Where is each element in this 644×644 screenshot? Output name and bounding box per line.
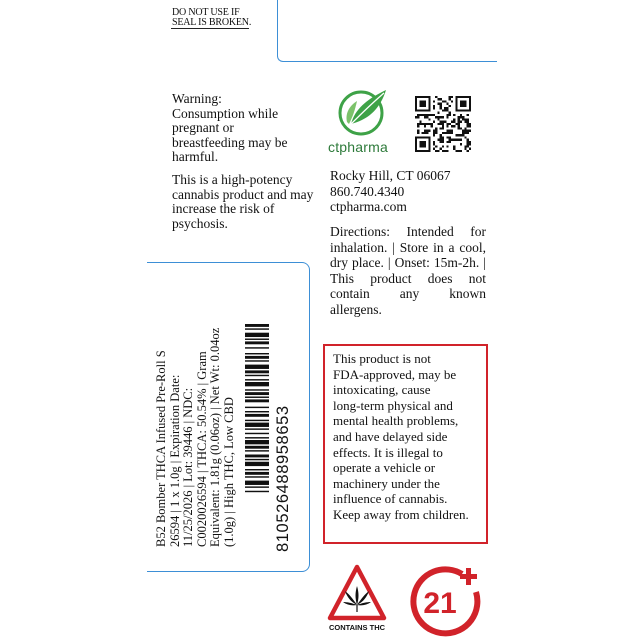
product-line: Equivalent: 1.81g (0.06oz) | Net Wt: 0.04oz (208, 327, 222, 547)
qr-module (415, 116, 417, 118)
warning-line: pregnant or (172, 120, 234, 135)
qr-module (422, 123, 424, 125)
qr-module (455, 139, 457, 141)
qr-module (449, 114, 451, 116)
barcode-bar (245, 347, 269, 348)
qr-module (460, 143, 462, 145)
fda-line: intoxicating, cause (333, 382, 431, 398)
qr-module (433, 100, 435, 102)
barcode-bar (245, 440, 269, 444)
qr-module (451, 100, 453, 102)
qr-module (449, 98, 451, 100)
qr-module (440, 134, 442, 136)
qr-module (446, 109, 448, 111)
qr-module (442, 109, 444, 111)
barcode-bar (245, 399, 269, 402)
qr-module (449, 136, 451, 138)
qr-module (442, 132, 444, 134)
qr-module (433, 107, 435, 109)
qr-module (449, 112, 451, 114)
brand-name: ctpharma (328, 139, 388, 155)
qr-module (442, 116, 444, 118)
warning-line: harmful. (172, 149, 219, 164)
qr-module (435, 130, 437, 132)
qr-module (451, 96, 453, 98)
qr-module (431, 114, 433, 116)
qr-module (449, 105, 451, 107)
product-line: 26594 | 1 x 1.0g | Expiration Date: (167, 374, 182, 547)
barcode-bar (245, 437, 269, 438)
qr-module (464, 127, 466, 129)
qr-module (440, 136, 442, 138)
qr-code-icon (415, 96, 471, 152)
qr-module (444, 132, 446, 134)
qr-module (467, 114, 469, 116)
qr-module (442, 145, 444, 147)
qr-module (426, 116, 428, 118)
qr-module (453, 114, 455, 116)
barcode-bar (245, 455, 269, 458)
qr-module (462, 134, 464, 136)
seal-warning (172, 8, 262, 28)
barcode-bar (245, 459, 269, 460)
qr-module (446, 107, 448, 109)
website: ctpharma.com (330, 199, 407, 214)
product-line: 11/25/2026 | Lot: 39446 | NDC: (181, 387, 195, 547)
qr-module (444, 150, 446, 152)
qr-module (437, 150, 439, 152)
qr-module (462, 116, 464, 118)
qr-module (417, 114, 419, 116)
barcode-bar (245, 476, 269, 477)
qr-module (453, 118, 455, 120)
barcode-bar (245, 491, 269, 492)
qr-module (440, 103, 442, 105)
qr-module (464, 148, 466, 150)
qr-module (433, 132, 435, 134)
qr-module (469, 130, 471, 132)
qr-module (458, 139, 460, 141)
barcode-bar (245, 353, 269, 354)
qr-module (446, 130, 448, 132)
qr-module (458, 134, 460, 136)
qr-module (442, 121, 444, 123)
barcode-bar (245, 407, 269, 408)
qr-module (469, 141, 471, 143)
qr-module (462, 118, 464, 120)
qr-module (440, 107, 442, 109)
qr-module (467, 125, 469, 127)
qr-module (449, 130, 451, 132)
qr-module (462, 132, 464, 134)
fda-line: long-term physical and (333, 397, 453, 413)
qr-module (435, 116, 437, 118)
qr-module (426, 132, 428, 134)
qr-module (467, 130, 469, 132)
qr-module (424, 123, 426, 125)
qr-module (437, 98, 439, 100)
qr-module (458, 127, 460, 129)
qr-module (449, 123, 451, 125)
qr-module (446, 141, 448, 143)
qr-module (435, 132, 437, 134)
qr-module (449, 139, 451, 141)
qr-module (453, 139, 455, 141)
qr-module (464, 136, 466, 138)
qr-module (467, 150, 469, 152)
qr-module (437, 112, 439, 114)
qr-module (440, 127, 442, 129)
qr-module (437, 103, 439, 105)
barcode-bar (245, 356, 269, 359)
barcode-bar (245, 420, 269, 421)
qr-module (449, 96, 451, 98)
qr-module (442, 139, 444, 141)
qr-module (446, 136, 448, 138)
barcode-number: 810526488958653 (274, 405, 292, 552)
qr-module (437, 118, 439, 120)
barcode-bar (245, 382, 269, 386)
fda-line: machinery under the (333, 475, 440, 491)
qr-module (440, 121, 442, 123)
barcode-bar (245, 324, 269, 327)
qr-module (428, 123, 430, 125)
barcode-bar (245, 341, 269, 344)
qr-module (442, 136, 444, 138)
barcode-bar (245, 375, 269, 376)
qr-module (428, 118, 430, 120)
qr-module (451, 132, 453, 134)
barcode-bar (245, 360, 269, 361)
qr-module (426, 123, 428, 125)
qr-module (462, 130, 464, 132)
barcode-bar (245, 411, 269, 412)
warning-line: breastfeeding may be (172, 134, 288, 150)
qr-module (433, 143, 435, 145)
qr-module (437, 139, 439, 141)
seal-warning-line: DO NOT USE IF (172, 7, 240, 18)
age-21-text: 21 (423, 587, 457, 620)
qr-module (460, 114, 462, 116)
qr-module (433, 148, 435, 150)
qr-module (467, 145, 469, 147)
contact-info (330, 168, 451, 215)
qr-module (417, 116, 419, 118)
barcode-bar (245, 389, 269, 390)
qr-module (424, 130, 426, 132)
qr-module (446, 116, 448, 118)
qr-module (428, 114, 430, 116)
qr-module (424, 114, 426, 116)
qr-module (435, 96, 437, 98)
qr-module (424, 125, 426, 127)
address: Rocky Hill, CT 06067 (330, 168, 451, 183)
phone: 860.740.4340 (330, 183, 405, 199)
qr-module (451, 125, 453, 127)
warning-line: Consumption while (172, 105, 279, 121)
qr-module (435, 145, 437, 147)
qr-module (469, 143, 471, 145)
qr-module (440, 123, 442, 125)
qr-module (460, 116, 462, 118)
age-21-plus-icon (410, 566, 482, 638)
cannabis-warning-triangle-icon (327, 564, 387, 630)
qr-module (442, 100, 444, 102)
qr-module (417, 123, 419, 125)
qr-module (437, 116, 439, 118)
qr-module (460, 139, 462, 141)
qr-module (467, 123, 469, 125)
qr-module (467, 143, 469, 145)
barcode-bar (245, 414, 269, 417)
qr-module (444, 121, 446, 123)
qr-module (419, 114, 421, 116)
qr-module (433, 130, 435, 132)
barcode-bar (245, 446, 269, 449)
qr-module (440, 141, 442, 143)
qr-module (449, 141, 451, 143)
qr-module (451, 130, 453, 132)
qr-module (455, 134, 457, 136)
barcode-bar (245, 469, 269, 470)
qr-module (458, 150, 460, 152)
qr-module (422, 114, 424, 116)
qr-module (424, 116, 426, 118)
qr-module (426, 130, 428, 132)
qr-module (419, 123, 421, 125)
barcode-bar (245, 462, 269, 466)
qr-module (451, 139, 453, 141)
qr-module (467, 132, 469, 134)
qr-module (437, 123, 439, 125)
qr-module (460, 121, 462, 123)
fda-line: FDA-approved, may be (333, 366, 457, 382)
qr-module (417, 130, 419, 132)
qr-module (444, 100, 446, 102)
qr-module (440, 105, 442, 107)
seal-underline (171, 28, 249, 29)
qr-module (435, 150, 437, 152)
barcode-bar (245, 428, 269, 429)
barcode-bar (245, 379, 269, 380)
seal-warning-line: SEAL IS BROKEN. (172, 17, 252, 28)
qr-module (431, 125, 433, 127)
qr-module (464, 145, 466, 147)
barcode-bar (245, 392, 269, 395)
qr-module (458, 121, 460, 123)
qr-module (440, 148, 442, 150)
barcode-bar (245, 486, 269, 487)
qr-module (464, 118, 466, 120)
qr-module (442, 127, 444, 129)
qr-module (458, 118, 460, 120)
fda-line: and have delayed side (333, 428, 448, 444)
qr-module (469, 125, 471, 127)
qr-module (433, 134, 435, 136)
qr-module (428, 130, 430, 132)
barcode-bar (245, 333, 269, 337)
qr-module (422, 132, 424, 134)
barcode-bars (245, 324, 269, 492)
qr-module (444, 107, 446, 109)
qr-module (453, 121, 455, 123)
qr-module (460, 134, 462, 136)
fda-line: influence of cannabis. (333, 491, 448, 507)
qr-module (455, 123, 457, 125)
product-line: (1.0g) | High THC, Low CBD (221, 397, 236, 547)
qr-module (464, 121, 466, 123)
qr-module (453, 145, 455, 147)
qr-module (467, 121, 469, 123)
qr-module (446, 103, 448, 105)
qr-module (424, 132, 426, 134)
potency-warning: This is a high-potency cannabis product and may increase the risk of psychosis. (172, 172, 314, 231)
fda-line: operate a vehicle or (333, 460, 436, 476)
qr-module (458, 116, 460, 118)
qr-module (453, 125, 455, 127)
qr-module (453, 148, 455, 150)
qr-module (433, 114, 435, 116)
barcode-bar (245, 450, 269, 451)
qr-module (442, 141, 444, 143)
qr-module (467, 141, 469, 143)
product-line: C0020026594 | THCA: 50.54% | Gram (194, 351, 209, 547)
warning-line: Warning: (172, 91, 222, 106)
fda-line: This product is not (333, 351, 431, 366)
qr-module (467, 118, 469, 120)
qr-module (451, 121, 453, 123)
qr-module (433, 141, 435, 143)
qr-module (426, 114, 428, 116)
barcode-bar (245, 339, 269, 340)
qr-module (442, 123, 444, 125)
barcode-bar (245, 481, 269, 485)
fda-notice-box (323, 344, 488, 544)
qr-module (458, 123, 460, 125)
leaf-icon (337, 86, 389, 136)
qr-module (460, 127, 462, 129)
top-label-frame (277, 0, 497, 62)
qr-module (464, 132, 466, 134)
barcode-bar (245, 397, 269, 398)
qr-module (446, 145, 448, 147)
qr-module (433, 121, 435, 123)
qr-module (444, 109, 446, 111)
qr-module (460, 150, 462, 152)
qr-module (446, 125, 448, 127)
barcode-bar (245, 423, 269, 427)
barcode (245, 322, 293, 554)
qr-module (446, 114, 448, 116)
qr-module (417, 132, 419, 134)
qr-module (458, 125, 460, 127)
barcode-bar (245, 433, 269, 434)
barcode-bar (245, 472, 269, 475)
qr-module (446, 123, 448, 125)
fda-line: effects. It is illegal to (333, 444, 443, 460)
qr-module (442, 125, 444, 127)
qr-module (469, 148, 471, 150)
qr-module (455, 150, 457, 152)
fda-line: mental health problems, (333, 413, 459, 429)
qr-module (440, 98, 442, 100)
qr-module (446, 132, 448, 134)
qr-module (469, 123, 471, 125)
contains-thc-label: CONTAINS THC (328, 623, 386, 632)
barcode-bar (245, 365, 269, 369)
qr-module (435, 127, 437, 129)
qr-module (467, 139, 469, 141)
qr-module (431, 123, 433, 125)
qr-module (440, 139, 442, 141)
qr-module (464, 130, 466, 132)
directions-text: Directions: Intended for inhalation. | Store in a cool, dry place. | Onset: 15m-2h. | This product does not contain any known allergens. (330, 224, 486, 317)
qr-module (419, 121, 421, 123)
qr-module (442, 150, 444, 152)
product-line: B52 Bomber THCA Infused Pre-Roll S (154, 350, 168, 547)
qr-module (449, 132, 451, 134)
qr-module (440, 116, 442, 118)
pregnancy-warning (172, 92, 322, 165)
fda-line: Keep away from children. (333, 506, 469, 522)
qr-module (446, 150, 448, 152)
barcode-bar (245, 328, 269, 329)
qr-module (433, 105, 435, 107)
barcode-bar (245, 370, 269, 373)
qr-module (417, 125, 419, 127)
